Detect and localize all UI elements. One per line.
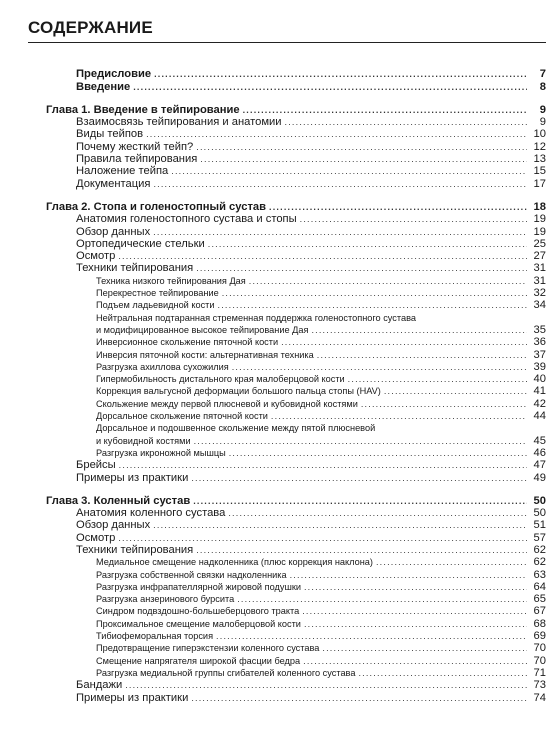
toc-entry-title: Разгрузка анзеринового бурсита: [96, 594, 235, 605]
toc-entry-title: Наложение тейпа: [76, 165, 169, 178]
page-number: 12: [533, 140, 546, 153]
toc-section-entry[interactable]: [46, 116, 546, 128]
dot-leader: [348, 375, 527, 385]
toc-entry-title: Инверсионное скольжение пяточной кости: [96, 337, 279, 348]
dot-leader: [361, 400, 527, 410]
page-number: 36: [533, 336, 546, 349]
toc-section-entry[interactable]: [46, 519, 546, 531]
page-number: 57: [533, 531, 546, 544]
toc-section-entry[interactable]: [46, 531, 546, 543]
page-number: 13: [533, 153, 546, 166]
toc-subsection-entry[interactable]: [46, 556, 546, 568]
toc-entry-title: Взаимосвязь тейпирования и анатомии: [76, 116, 282, 129]
dot-leader: [237, 595, 527, 605]
dot-leader: [191, 474, 527, 484]
toc-entry-title: Глава 1. Введение в тейпирование: [46, 103, 240, 116]
toc-entry-title: Глава 2. Стопа и голеностопный сустав: [46, 200, 267, 213]
toc-entry-title: Введение: [76, 80, 131, 93]
toc-entry-title: Подъем ладьевидной кости: [96, 300, 215, 311]
dot-leader: [302, 607, 527, 617]
page-number: 19: [533, 225, 546, 238]
dot-leader: [249, 277, 527, 287]
toc-section-entry[interactable]: [46, 262, 546, 274]
page-number: 65: [533, 593, 546, 606]
dot-leader: [228, 509, 527, 519]
toc-subsection-entry[interactable]: [46, 397, 546, 409]
page-number: 40: [533, 373, 546, 386]
dot-leader: [285, 118, 527, 128]
page-number: 27: [533, 250, 546, 263]
page-number: 51: [533, 519, 546, 532]
page-number: 62: [533, 543, 546, 556]
page-number: 17: [533, 177, 546, 190]
toc-subsection-entry[interactable]: [46, 324, 546, 336]
page-number: 62: [533, 556, 546, 569]
dot-leader: [146, 130, 527, 140]
dot-leader: [311, 326, 527, 336]
page-number: 70: [533, 654, 546, 667]
page-title: СОДЕРЖАНИЕ: [28, 18, 153, 37]
toc-subsection-entry[interactable]: [46, 336, 546, 348]
page-number: 69: [533, 630, 546, 643]
toc-entry-title: и кубовидной костями: [96, 435, 191, 446]
title-divider: [28, 42, 546, 43]
page-number: 32: [533, 287, 546, 300]
front-matter: [46, 68, 546, 93]
toc-front-entry[interactable]: [46, 80, 546, 92]
toc-section-entry[interactable]: [46, 213, 546, 225]
toc-entry-title-line: Дорсальное и подошвенное скольжение между пятой плюсневой: [96, 423, 376, 434]
page-number: 47: [533, 459, 546, 472]
toc-section-entry[interactable]: [46, 507, 546, 519]
toc-section-entry[interactable]: [46, 128, 546, 140]
dot-leader: [153, 180, 527, 190]
dot-leader: [154, 70, 527, 80]
dot-leader: [304, 583, 527, 593]
toc-entry-title: Бандажи: [76, 679, 123, 692]
page-number: 35: [533, 323, 546, 336]
page-number: 9: [539, 103, 546, 116]
page-number: 10: [533, 128, 546, 141]
toc-entry-title: Разгрузка инфрапателлярной жировой подушки: [96, 581, 301, 592]
dot-leader: [271, 412, 527, 422]
dot-leader: [358, 669, 527, 679]
dot-leader: [200, 155, 527, 165]
toc-entry-title: Дорсальное скольжение пяточной кости: [96, 411, 268, 422]
dot-leader: [171, 167, 527, 177]
page-number: 37: [533, 348, 546, 361]
toc-entry-title: Разгрузка ахиллова сухожилия: [96, 361, 229, 372]
toc-entry-title: Осмотр: [76, 531, 116, 544]
dot-leader: [218, 301, 527, 311]
toc-subsection-entry[interactable]: [46, 593, 546, 605]
table-of-contents: [46, 68, 546, 704]
chapter-section: [46, 201, 546, 484]
toc-entry-title: Анатомия голеностопного сустава и стопы: [76, 213, 297, 226]
toc-subsection-entry[interactable]: [46, 617, 546, 629]
page-number: 46: [533, 446, 546, 459]
page-number: 41: [533, 385, 546, 398]
toc-entry-title: Глава 3. Коленный сустав: [46, 494, 191, 507]
page-number: 19: [533, 213, 546, 226]
dot-leader: [208, 240, 527, 250]
toc-entry-title: Тибиофеморальная торсия: [96, 631, 214, 642]
dot-leader: [125, 681, 527, 691]
dot-leader: [322, 644, 527, 654]
toc-subsection-entry[interactable]: [46, 410, 546, 422]
dot-leader: [376, 558, 527, 568]
toc-entry-title: Анатомия коленного сустава: [76, 507, 226, 520]
toc-entry-title: и модифицированное высокое тейпирование Дая: [96, 324, 309, 335]
page-number: 45: [533, 434, 546, 447]
page-number: 71: [533, 666, 546, 679]
dot-leader: [196, 264, 527, 274]
toc-subsection-entry[interactable]: [46, 447, 546, 459]
toc-subsection-entry[interactable]: [46, 642, 546, 654]
dot-leader: [196, 546, 527, 556]
dot-leader: [269, 203, 527, 213]
chapter-section: [46, 104, 546, 190]
toc-section-entry[interactable]: [46, 238, 546, 250]
toc-section-entry[interactable]: [46, 691, 546, 703]
page-number: 42: [533, 397, 546, 410]
toc-subsection-entry[interactable]: [46, 361, 546, 373]
page-number: 49: [533, 471, 546, 484]
dot-leader: [193, 497, 527, 507]
toc-subsection-entry[interactable]: [46, 568, 546, 580]
toc-section-entry[interactable]: [46, 140, 546, 152]
dot-leader: [153, 228, 527, 238]
toc-subsection-entry[interactable]: [46, 373, 546, 385]
dot-leader: [216, 632, 527, 642]
toc-entry-title: Медиальное смещение надколенника (плюс коррекция наклона): [96, 557, 373, 568]
toc-section-entry[interactable]: [46, 177, 546, 189]
page-number: 50: [533, 507, 546, 520]
toc-chapter-entry[interactable]: [46, 104, 546, 116]
toc-section-entry[interactable]: [46, 459, 546, 471]
toc-section-entry[interactable]: [46, 250, 546, 262]
dot-leader: [118, 252, 527, 262]
page-number: 63: [533, 568, 546, 581]
toc-entry-title: Предотвращение гиперэкстензии коленного сустава: [96, 643, 320, 654]
toc-subsection-entry[interactable]: [46, 654, 546, 666]
toc-entry-title: Документация: [76, 177, 151, 190]
dot-leader: [303, 657, 527, 667]
toc-subsection-entry[interactable]: [46, 667, 546, 679]
page-number: 73: [533, 679, 546, 692]
page-number: 34: [533, 299, 546, 312]
toc-entry-title: Обзор данных: [76, 225, 151, 238]
toc-entry-title: Смещение напрягателя широкой фасции бедра: [96, 655, 301, 666]
toc-entry-title: Разгрузка икроножной мышцы: [96, 447, 226, 458]
toc-subsection-entry[interactable]: [46, 299, 546, 311]
toc-section-entry[interactable]: [46, 544, 546, 556]
toc-entry-title: Синдром подвздошно-большеберцового тракта: [96, 606, 300, 617]
dot-leader: [304, 620, 527, 630]
toc-subsection-entry[interactable]: [46, 630, 546, 642]
page-number: 68: [533, 617, 546, 630]
dot-leader: [196, 143, 527, 153]
toc-entry-title-line: Нейтральная подтаранная стременная поддержка голеностопного сустава: [96, 312, 416, 323]
toc-entry-title: Проксимальное смещение малоберцовой кости: [96, 618, 301, 629]
toc-entry-title: Техники тейпирования: [76, 543, 194, 556]
toc-entry-title: Инверсия пяточной кости: альтернативная техника: [96, 349, 314, 360]
toc-entry-title: Скольжение между первой плюсневой и кубовидной костями: [96, 398, 358, 409]
toc-entry-title: Предисловие: [76, 68, 152, 81]
page-number: 31: [533, 262, 546, 275]
toc-entry-title: Почему жесткий тейп?: [76, 140, 194, 153]
toc-section-entry[interactable]: [46, 679, 546, 691]
toc-chapter-entry[interactable]: [46, 201, 546, 213]
toc-subsection-entry[interactable]: [46, 274, 546, 286]
page-number: 67: [533, 605, 546, 618]
page-number: 44: [533, 410, 546, 423]
dot-leader: [232, 363, 527, 373]
dot-leader: [194, 437, 527, 447]
toc-entry-title: Коррекция вальгусной деформации большого пальца стопы (HAV): [96, 386, 381, 397]
dot-leader: [118, 534, 527, 544]
page-number: 31: [533, 274, 546, 287]
toc-section-entry[interactable]: [46, 225, 546, 237]
dot-leader: [222, 289, 527, 299]
toc-entry-title: Правила тейпирования: [76, 153, 198, 166]
page-number: 7: [539, 68, 546, 81]
toc-subsection-entry[interactable]: [46, 434, 546, 446]
toc-section-entry[interactable]: [46, 165, 546, 177]
toc-subsection-entry[interactable]: [46, 605, 546, 617]
page-number: 15: [533, 165, 546, 178]
page-number: 8: [539, 80, 546, 93]
toc-subsection-entry[interactable]: [46, 348, 546, 360]
page-number: 74: [533, 691, 546, 704]
page-number: 50: [533, 494, 546, 507]
dot-leader: [317, 351, 527, 361]
dot-leader: [281, 338, 527, 348]
page-number: 18: [533, 200, 546, 213]
dot-leader: [191, 694, 527, 704]
toc-entry-title: Осмотр: [76, 250, 116, 263]
toc-entry-title: Виды тейпов: [76, 128, 144, 141]
page-number: 39: [533, 360, 546, 373]
dot-leader: [290, 571, 527, 581]
dot-leader: [384, 387, 527, 397]
page-number: 64: [533, 580, 546, 593]
page-number: 25: [533, 237, 546, 250]
dot-leader: [243, 106, 527, 116]
toc-subsection-entry[interactable]: [46, 385, 546, 397]
dot-leader: [229, 449, 527, 459]
dot-leader: [119, 461, 527, 471]
toc-chapter-entry[interactable]: [46, 495, 546, 507]
chapter-section: [46, 495, 546, 704]
toc-subsection-entry[interactable]: [46, 581, 546, 593]
page-number: 9: [539, 116, 546, 129]
toc-entry-title: Обзор данных: [76, 519, 151, 532]
toc-entry-title: Разгрузка собственной связки надколенника: [96, 569, 287, 580]
toc-entry-title: Перекрестное тейпирование: [96, 288, 219, 299]
dot-leader: [153, 521, 527, 531]
toc-section-entry[interactable]: [46, 471, 546, 483]
page-number: 70: [533, 642, 546, 655]
toc-entry-title: Гипермобильность дистального края малоберцовой кости: [96, 374, 345, 385]
toc-entry-title: Техники тейпирования: [76, 262, 194, 275]
toc-entry-title: Техника низкого тейпирования Дая: [96, 275, 246, 286]
toc-entry-title: Примеры из практики: [76, 691, 189, 704]
toc-entry-title: Примеры из практики: [76, 471, 189, 484]
toc-section-entry[interactable]: [46, 153, 546, 165]
dot-leader: [300, 215, 527, 225]
toc-entry-title: Разгрузка медиальной группы сгибателей коленного сустава: [96, 667, 356, 678]
dot-leader: [133, 83, 527, 93]
toc-front-entry[interactable]: [46, 68, 546, 80]
toc-entry-title: Брейсы: [76, 459, 116, 472]
toc-entry-title: Ортопедические стельки: [76, 237, 205, 250]
toc-subsection-entry[interactable]: [46, 287, 546, 299]
